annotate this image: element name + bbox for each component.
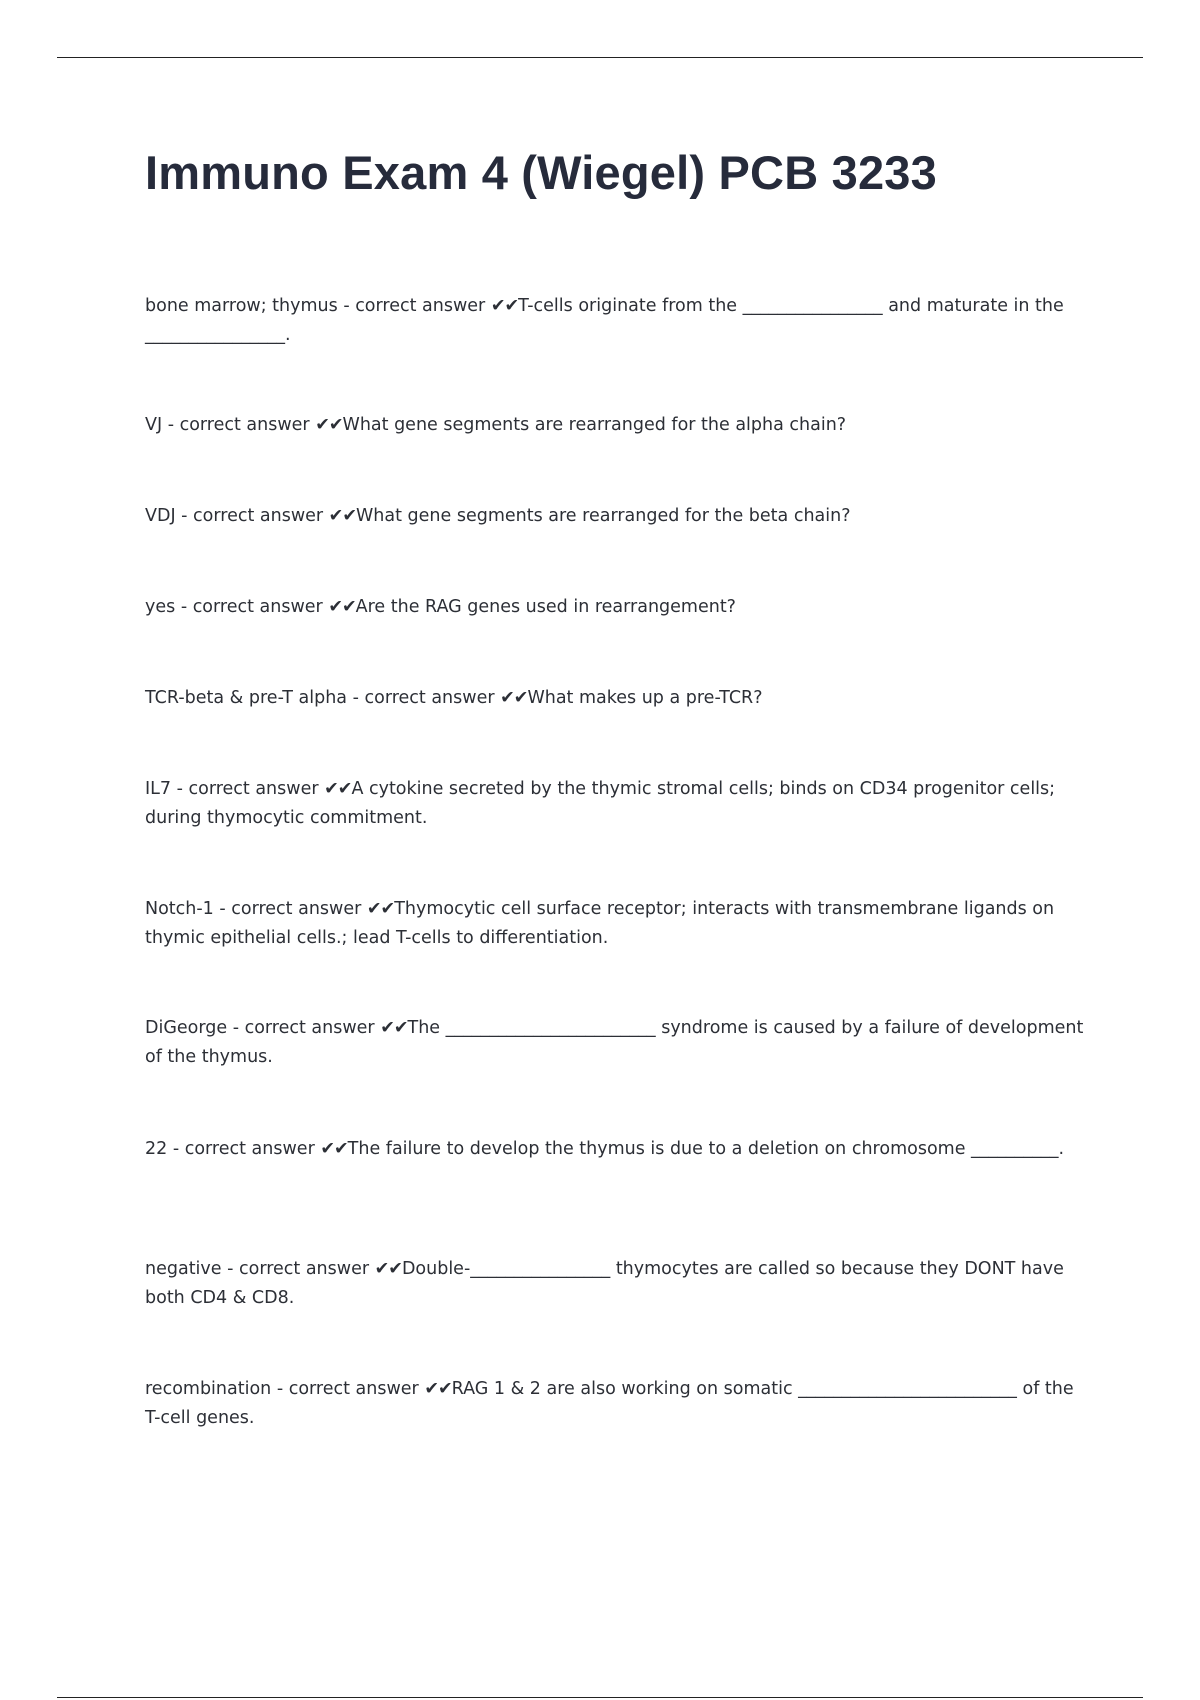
question-text: Double-________________ thymocytes are called so because they DONT have both CD4 & CD8. [145, 1259, 1064, 1308]
question-text: A cytokine secreted by the thymic stromal cells; binds on CD34 progenitor cells; during thymocytic commitment. [145, 779, 1056, 828]
correct-answer-label: - correct answer [347, 688, 501, 708]
answer-text: 22 [145, 1139, 168, 1159]
checkmark-icon: ✔✔ [374, 1259, 402, 1279]
qa-item [145, 1255, 1085, 1312]
answer-text: bone marrow; thymus [145, 296, 338, 316]
checkmark-icon: ✔✔ [328, 506, 356, 526]
question-text: The failure to develop the thymus is due to a deletion on chromosome __________. [347, 1139, 1065, 1159]
answer-text: DiGeorge [145, 1018, 228, 1038]
answer-text: VJ [145, 415, 163, 435]
answer-text: Notch-1 [145, 899, 214, 919]
answer-text: VDJ [145, 506, 176, 526]
qa-item [145, 1375, 1085, 1432]
checkmark-icon: ✔✔ [366, 899, 395, 919]
qa-item [145, 1014, 1085, 1071]
correct-answer-label: - correct answer [162, 415, 316, 435]
correct-answer-label: - correct answer [271, 1379, 425, 1399]
correct-answer-label: - correct answer [171, 779, 325, 799]
correct-answer-label: - correct answer [175, 597, 329, 617]
qa-item [145, 502, 1085, 531]
answer-text: yes [145, 597, 176, 617]
page-title: Immuno Exam 4 (Wiegel) PCB 3233 [145, 146, 937, 199]
checkmark-icon: ✔✔ [315, 415, 343, 435]
question-text: RAG 1 & 2 are also working on somatic _________________________ of the T-cell genes. [145, 1379, 1074, 1428]
question-text: What makes up a pre-TCR? [527, 688, 763, 708]
checkmark-icon: ✔✔ [424, 1379, 452, 1399]
qa-item [145, 684, 1085, 713]
checkmark-icon: ✔✔ [324, 779, 352, 799]
checkmark-icon: ✔✔ [380, 1018, 408, 1038]
qa-item [145, 895, 1085, 952]
correct-answer-label: - correct answer [227, 1018, 381, 1038]
question-text: Are the RAG genes used in rearrangement? [355, 597, 736, 617]
correct-answer-label: - correct answer [175, 506, 329, 526]
question-text: T-cells originate from the ________________ and maturate in the ________________. [145, 296, 1064, 345]
checkmark-icon: ✔✔ [320, 1139, 348, 1159]
qa-item [145, 292, 1085, 349]
correct-answer-label: - correct answer [213, 899, 367, 919]
answer-text: TCR-beta & pre-T alpha [145, 688, 348, 708]
qa-item [145, 775, 1085, 832]
correct-answer-label: - correct answer [337, 296, 491, 316]
answer-text: negative [145, 1259, 222, 1279]
answer-text: recombination [145, 1379, 272, 1399]
checkmark-icon: ✔✔ [328, 597, 356, 617]
correct-answer-label: - correct answer [167, 1139, 321, 1159]
question-text: Thymocytic cell surface receptor; interacts with transmembrane ligands on thymic epithelial cells.; lead T-cells to differentiation. [145, 899, 1055, 948]
correct-answer-label: - correct answer [221, 1259, 375, 1279]
answer-text: IL7 [145, 779, 172, 799]
question-text: The ________________________ syndrome is caused by a failure of development of the thymus. [145, 1018, 1084, 1067]
qa-item [145, 593, 1085, 622]
checkmark-icon: ✔✔ [500, 688, 528, 708]
qa-item [145, 411, 1085, 440]
checkmark-icon: ✔✔ [490, 296, 519, 316]
question-text: What gene segments are rearranged for the beta chain? [356, 506, 851, 526]
qa-item [145, 1135, 1085, 1164]
top-rule [57, 57, 1143, 58]
question-text: What gene segments are rearranged for the alpha chain? [342, 415, 847, 435]
bottom-rule [57, 1697, 1143, 1698]
